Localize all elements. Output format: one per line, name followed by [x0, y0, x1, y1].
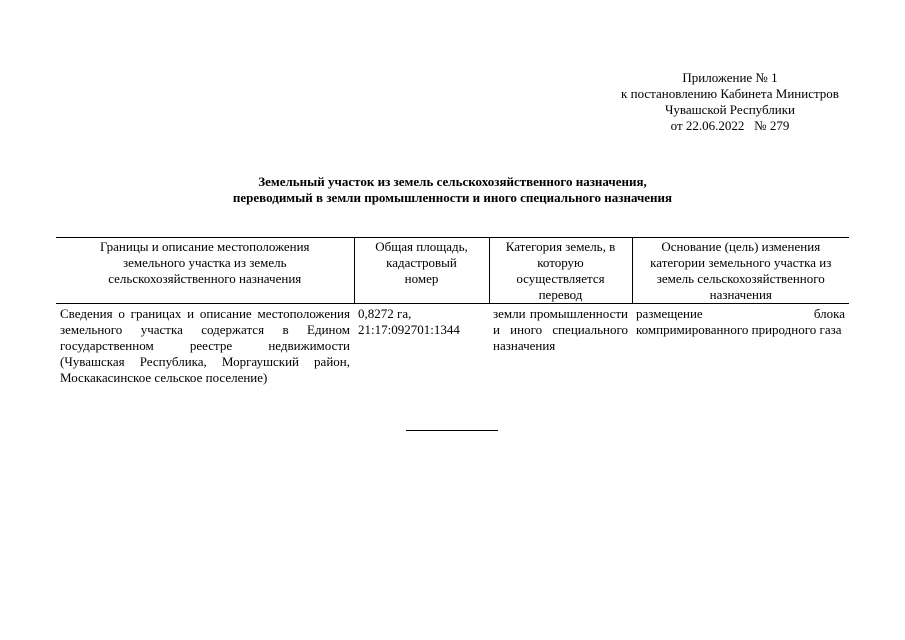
table-header-row: [56, 238, 849, 304]
appendix-header: [560, 70, 900, 134]
land-plot-table: [56, 237, 849, 386]
cell-area: [354, 304, 489, 387]
appendix-republic: Чувашской Республики: [664, 102, 796, 117]
title-line-1: Земельный участок из земель сельскохозяйственного назначения,: [258, 174, 647, 189]
cell-category: земли промышленности и иного специального назначения: [493, 306, 628, 353]
header-area: Общая площадь, кадастровый номер: [354, 238, 489, 304]
cell-basis: размещение блока компримированного природного газа: [636, 306, 845, 337]
document-title: [0, 174, 905, 206]
appendix-number: Приложение № 1: [682, 70, 778, 85]
cell-boundaries: Сведения о границах и описание местоположения земельного участка содержатся в Едином государственном реестре недвижимости (Чувашская Республика, Моргаушский район, Москакасинское сельское поселение): [60, 306, 350, 385]
table-row: [56, 304, 849, 387]
appendix-date: от 22.06.2022 № 279: [670, 118, 790, 133]
cadastral-number: 21:17:092701:1344: [358, 322, 460, 337]
appendix-reference: к постановлению Кабинета Министров: [621, 86, 839, 101]
header-category: Категория земель, в которую осуществляется перевод: [489, 238, 632, 304]
title-line-2: переводимый в земли промышленности и иного специального назначения: [232, 190, 673, 205]
header-basis: Основание (цель) изменения категории земельного участка из земель сельскохозяйственного назначения: [632, 238, 849, 304]
end-divider-line: [406, 430, 498, 431]
area-value: 0,8272 га,: [358, 306, 412, 321]
header-boundaries: Границы и описание местоположения земельного участка из земель сельскохозяйственного назначения: [56, 238, 354, 304]
